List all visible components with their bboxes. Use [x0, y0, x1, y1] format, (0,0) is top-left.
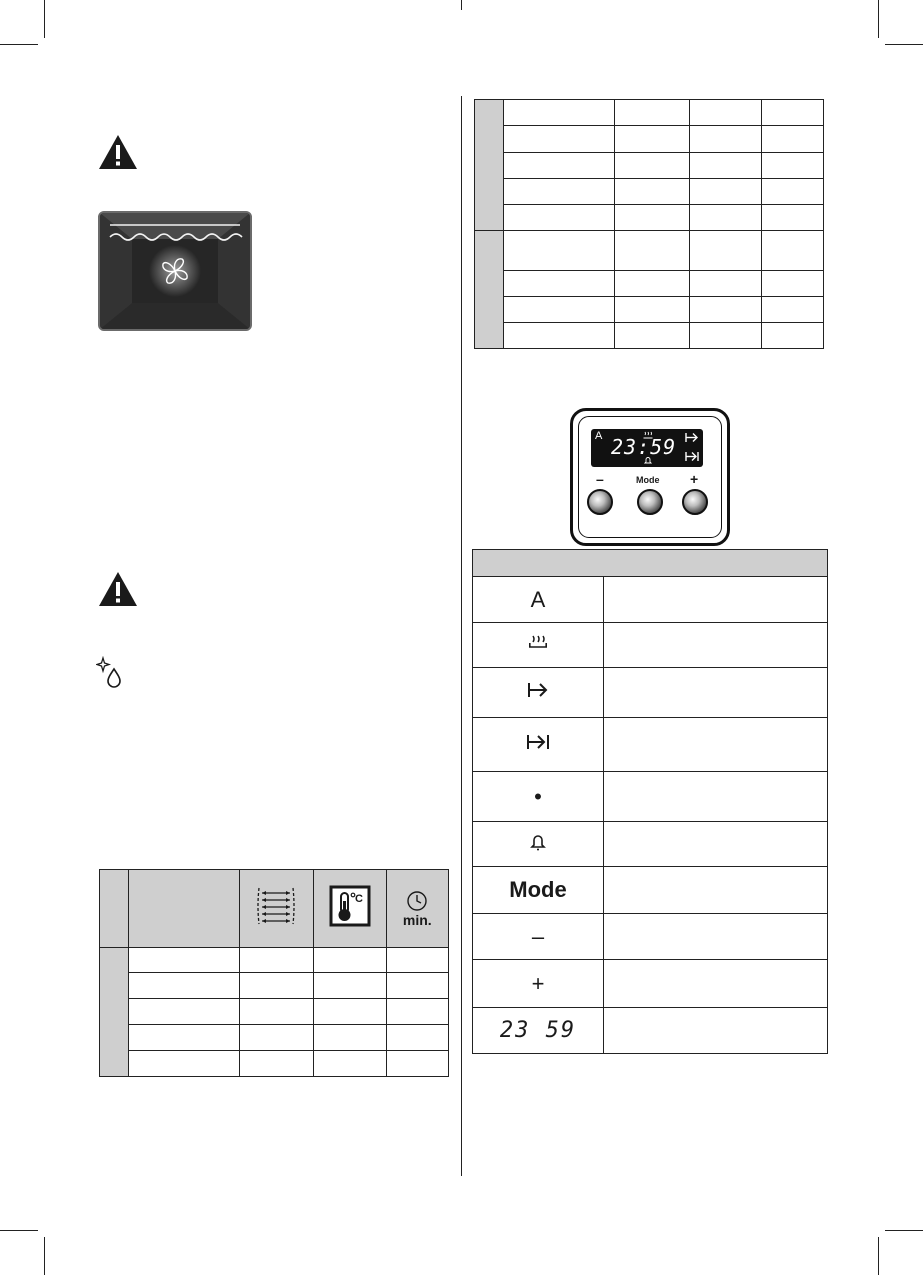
control-symbols-table — [472, 549, 828, 1054]
crop-mark — [0, 1230, 38, 1231]
legend-symbol-cell — [473, 1008, 604, 1054]
cooking-table-left — [99, 869, 449, 1077]
legend-description-cell — [604, 960, 828, 1008]
shelf-position-icon — [255, 885, 297, 927]
crop-mark — [885, 1230, 923, 1231]
start-arrow-icon — [527, 681, 549, 699]
legend-symbol-cell — [473, 822, 604, 867]
legend-description-cell — [604, 1008, 828, 1054]
cooking-table-right — [474, 99, 824, 349]
column-divider — [461, 96, 462, 1176]
legend-symbol: 23 59 — [499, 1018, 577, 1043]
lcd-time: 23:59 — [611, 435, 677, 459]
crop-mark — [461, 0, 462, 10]
legend-description-cell — [604, 668, 828, 718]
oven-fan-illustration — [98, 211, 252, 331]
svg-text:C: C — [354, 893, 363, 905]
bell-icon — [644, 456, 652, 465]
legend-symbol-cell — [473, 718, 604, 772]
legend-symbol: Mode — [509, 877, 567, 902]
table-header-cell — [128, 870, 239, 948]
crop-mark — [44, 0, 45, 38]
plus-button[interactable] — [682, 489, 708, 515]
fan-icon — [163, 259, 187, 283]
cooking-icon — [643, 431, 653, 440]
table-side-cell — [475, 100, 504, 231]
legend-symbol-cell — [473, 623, 604, 668]
legend-symbol-cell — [473, 577, 604, 623]
legend-description-cell — [604, 914, 828, 960]
legend-header — [473, 550, 828, 577]
legend-symbol-cell — [473, 772, 604, 822]
end-arrow-icon — [685, 451, 699, 462]
table-header-cell — [239, 870, 313, 948]
bell-icon — [530, 833, 546, 851]
legend-symbol: A — [530, 586, 546, 612]
sparkle-drop-icon — [96, 656, 124, 688]
crop-mark — [44, 1237, 45, 1275]
legend-symbol-cell — [473, 960, 604, 1008]
control-panel-illustration — [570, 408, 730, 546]
warning-triangle-icon — [98, 571, 138, 607]
legend-description-cell — [604, 822, 828, 867]
crop-mark — [878, 0, 879, 38]
lcd-mode-letter: A — [595, 430, 603, 442]
clock-icon — [406, 890, 428, 912]
table-header-cell — [314, 870, 386, 948]
table-side-cell — [475, 231, 504, 349]
crop-mark — [0, 44, 38, 45]
start-arrow-icon — [685, 432, 699, 443]
legend-description-cell — [604, 867, 828, 914]
legend-symbol-cell — [473, 914, 604, 960]
cooking-icon — [528, 634, 548, 652]
legend-symbol: – — [531, 923, 545, 949]
crop-mark — [878, 1237, 879, 1275]
end-arrow-icon — [526, 733, 550, 751]
thermometer-icon — [329, 885, 371, 927]
warning-triangle-icon — [98, 134, 138, 170]
legend-symbol: + — [531, 970, 545, 996]
time-unit-label: min. — [402, 911, 432, 928]
panel-mode-label: Mode — [636, 475, 660, 485]
table-header-cell — [386, 870, 448, 948]
legend-description-cell — [604, 577, 828, 623]
legend-description-cell — [604, 623, 828, 668]
table-side-cell — [100, 948, 129, 1077]
panel-minus-label: – — [596, 471, 604, 487]
legend-symbol-cell — [473, 867, 604, 914]
minus-button[interactable] — [587, 489, 613, 515]
legend-description-cell — [604, 718, 828, 772]
mode-button[interactable] — [637, 489, 663, 515]
lcd-display — [591, 429, 703, 467]
table-side-cell — [100, 870, 129, 948]
legend-symbol-cell — [473, 668, 604, 718]
legend-description-cell — [604, 772, 828, 822]
legend-symbol: • — [534, 783, 542, 809]
panel-plus-label: + — [690, 471, 699, 487]
crop-mark — [885, 44, 923, 45]
